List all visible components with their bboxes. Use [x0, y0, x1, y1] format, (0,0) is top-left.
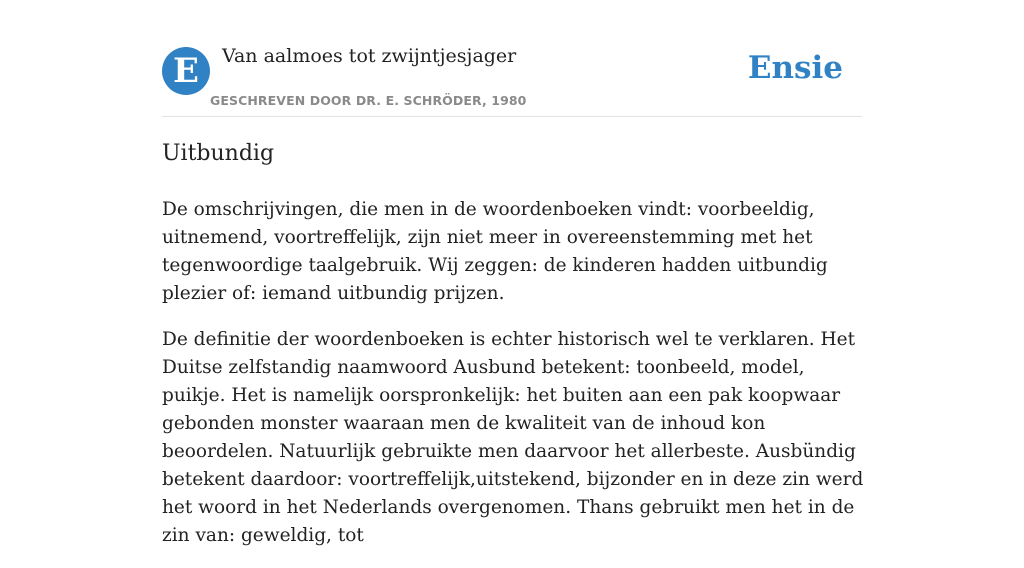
ensie-brand-link[interactable]: Ensie — [747, 50, 843, 86]
article-paragraph: De omschrijvingen, die men in de woordenboeken vindt: voorbeeldig, uitnemend, voortreffelijk, zijn niet meer in overeenstemming met het tegenwoordige taalgebruik. Wij zeggen: de kinderen hadden uitbundig plezier of: iemand uitbundig prijzen. — [162, 199, 828, 304]
entry-title: Uitbundig — [162, 141, 275, 166]
ensie-logo-icon[interactable]: E — [162, 47, 210, 95]
byline: GESCHREVEN DOOR DR. E. SCHRÖDER, 1980 — [210, 93, 527, 108]
article-paragraph: De definitie der woordenboeken is echter historisch wel te verklaren. Het Duitse zelfstandig naamwoord Ausbund betekent: toonbeeld, model, puikje. Het is namelijk oorspronkelijk: het buiten aan een pak koopwaar gebonden monster waaraan men de kwaliteit van de inhoud kon beoordelen. Natuurlijk gebruikte men daarvoor het allerbeste. Ausbündig betekent daardoor: voortreffelijk,uitstekend, bijzonder en in deze zin werd het woord in het Nederlands overgenomen. Thans gebruikt men het in de zin van: geweldig, tot — [162, 329, 864, 546]
header — [162, 44, 862, 117]
article — [162, 136, 872, 568]
book-title-link[interactable]: Van aalmoes tot zwijntjesjager — [222, 45, 517, 67]
